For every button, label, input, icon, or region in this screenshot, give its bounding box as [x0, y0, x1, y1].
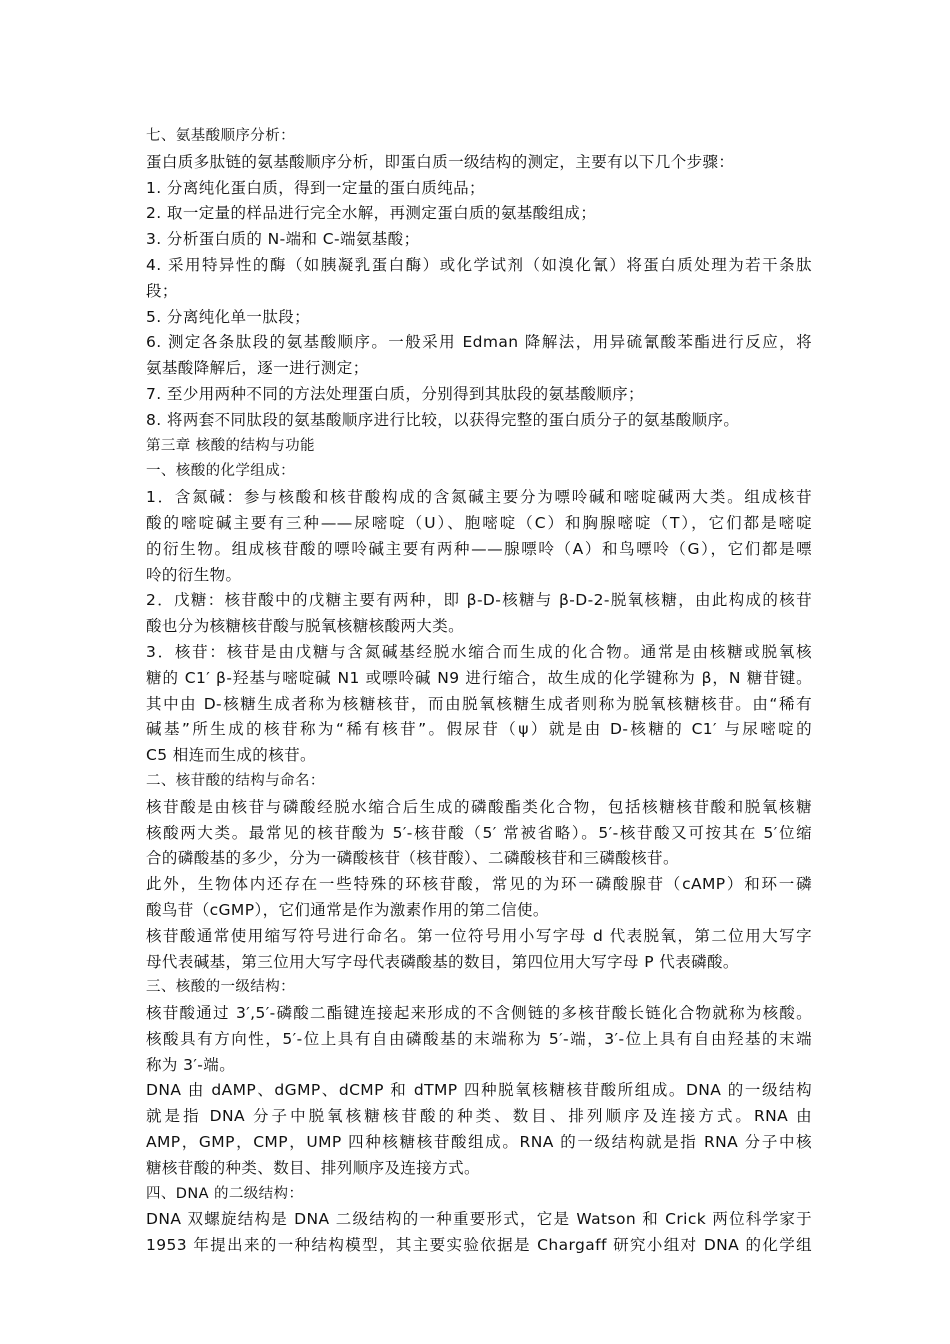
text-line: 核苷酸通常使用缩写符号进行命名。第一位符号用小写字母 d 代表脱氧，第二位用大写字: [146, 926, 812, 945]
text-line: 6. 测定各条肽段的氨基酸顺序。一般采用 Edman 降解法，用异硫氰酸苯酯进行反应，将: [146, 333, 812, 352]
text-line: 核苷酸通过 3′,5′-磷酸二酯键连接起来形成的不含侧链的多核苷酸长链化合物就称为核酸。: [146, 1004, 812, 1023]
text-line: 3．核苷：核苷是由戊糖与含氮碱基经脱水缩合而生成的化合物。通常是由核糖或脱氧核: [146, 642, 812, 661]
text-line: 1. 分离纯化蛋白质，得到一定量的蛋白质纯品；: [146, 178, 485, 197]
text-line: DNA 双螺旋结构是 DNA 二级结构的一种重要形式，它是 Watson 和 Crick 两位科学家于: [146, 1210, 812, 1229]
text-line: 就是指 DNA 分子中脱氧核糖核苷酸的种类、数目、排列顺序及连接方式。RNA 由: [146, 1107, 812, 1126]
text-line: 呤的衍生物。: [146, 565, 242, 584]
text-line: 核酸两大类。最常见的核苷酸为 5′-核苷酸（5′ 常被省略）。5′-核苷酸又可按其在 5′位缩: [146, 823, 812, 842]
text-line: 4. 采用特异性的酶（如胰凝乳蛋白酶）或化学试剂（如溴化氰）将蛋白质处理为若干条肽: [146, 255, 812, 274]
text-line: DNA 由 dAMP、dGMP、dCMP 和 dTMP 四种脱氧核糖核苷酸所组成。DNA 的一级结构: [146, 1081, 812, 1100]
section-heading: 二、核苷酸的结构与命名：: [146, 772, 325, 789]
document-body: [146, 124, 812, 1259]
section-heading: 四、DNA 的二级结构：: [146, 1185, 304, 1202]
text-line: 其中由 D-核糖生成者称为核糖核苷，而由脱氧核糖生成者则称为脱氧核糖核苷。由“稀有: [146, 694, 812, 713]
section-heading: 一、核酸的化学组成：: [146, 463, 295, 480]
text-line: 碱基”所生成的核苷称为“稀有核苷”。假尿苷（ψ）就是由 D-核糖的 C1′ 与尿嘧啶的: [146, 720, 812, 739]
text-line: 2. 取一定量的样品进行完全水解，再测定蛋白质的氨基酸组成；: [146, 204, 597, 223]
text-line: 5. 分离纯化单一肽段；: [146, 307, 311, 326]
text-line: 此外，生物体内还存在一些特殊的环核苷酸，常见的为环一磷酸腺苷（cAMP）和环一磷: [146, 875, 812, 894]
text-line: 称为 3′-端。: [146, 1055, 236, 1074]
text-line: 母代表碱基，第三位用大写字母代表磷酸基的数目，第四位用大写字母 P 代表磷酸。: [146, 952, 739, 971]
text-line: 8. 将两套不同肽段的氨基酸顺序进行比较，以获得完整的蛋白质分子的氨基酸顺序。: [146, 410, 740, 429]
text-line: 糖核苷酸的种类、数目、排列顺序及连接方式。: [146, 1158, 480, 1177]
text-line: 糖的 C1′ β-羟基与嘧啶碱 N1 或嘌呤碱 N9 进行缩合，故生成的化学键称为 β，N 糖苷键。: [146, 668, 812, 687]
text-line: 酸的嘧啶碱主要有三种——尿嘧啶（U）、胞嘧啶（C）和胸腺嘧啶（T），它们都是嘧啶: [146, 513, 812, 532]
text-line: 的衍生物。组成核苷酸的嘌呤碱主要有两种——腺嘌呤（A）和鸟嘌呤（G），它们都是嘌: [146, 539, 812, 558]
text-line: 1．含氮碱：参与核酸和核苷酸构成的含氮碱主要分为嘌呤碱和嘧啶碱两大类。组成核苷: [146, 488, 812, 507]
section-heading: 三、核酸的一级结构：: [146, 979, 295, 996]
text-line: 7. 至少用两种不同的方法处理蛋白质，分别得到其肽段的氨基酸顺序；: [146, 384, 644, 403]
text-line: 合的磷酸基的多少，分为一磷酸核苷（核苷酸）、二磷酸核苷和三磷酸核苷。: [146, 849, 679, 868]
section-heading: 七、氨基酸顺序分析：: [146, 128, 295, 144]
text-line: 核酸具有方向性，5′-位上具有自由磷酸基的末端称为 5′-端，3′-位上具有自由羟基的末端: [146, 1029, 812, 1048]
text-line: 酸也分为核糖核苷酸与脱氧核糖核酸两大类。: [146, 617, 465, 636]
text-line: 2．戊糖：核苷酸中的戊糖主要有两种，即 β-D-核糖与 β-D-2-脱氧核糖，由此构成的核苷: [146, 591, 812, 610]
text-line: 核苷酸是由核苷与磷酸经脱水缩合后生成的磷酸酯类化合物，包括核糖核苷酸和脱氧核糖: [146, 797, 812, 816]
text-line: C5 相连而生成的核苷。: [146, 746, 316, 765]
text-line: AMP，GMP，CMP，UMP 四种核糖核苷酸组成。RNA 的一级结构就是指 RNA 分子中核: [146, 1133, 812, 1152]
text-line: 氨基酸降解后，逐一进行测定；: [146, 359, 369, 378]
text-line: 3. 分析蛋白质的 N-端和 C-端氨基酸；: [146, 230, 420, 249]
text-line: 1953 年提出来的一种结构模型，其主要实验依据是 Chargaff 研究小组对 DNA 的化学组: [146, 1236, 812, 1255]
section-heading: 第三章 核酸的结构与功能: [146, 437, 315, 454]
text-line: 蛋白质多肽链的氨基酸顺序分析，即蛋白质一级结构的测定，主要有以下几个步骤：: [146, 152, 735, 171]
text-line: 酸鸟苷（cGMP），它们通常是作为激素作用的第二信使。: [146, 900, 549, 919]
text-line: 段；: [146, 281, 178, 300]
